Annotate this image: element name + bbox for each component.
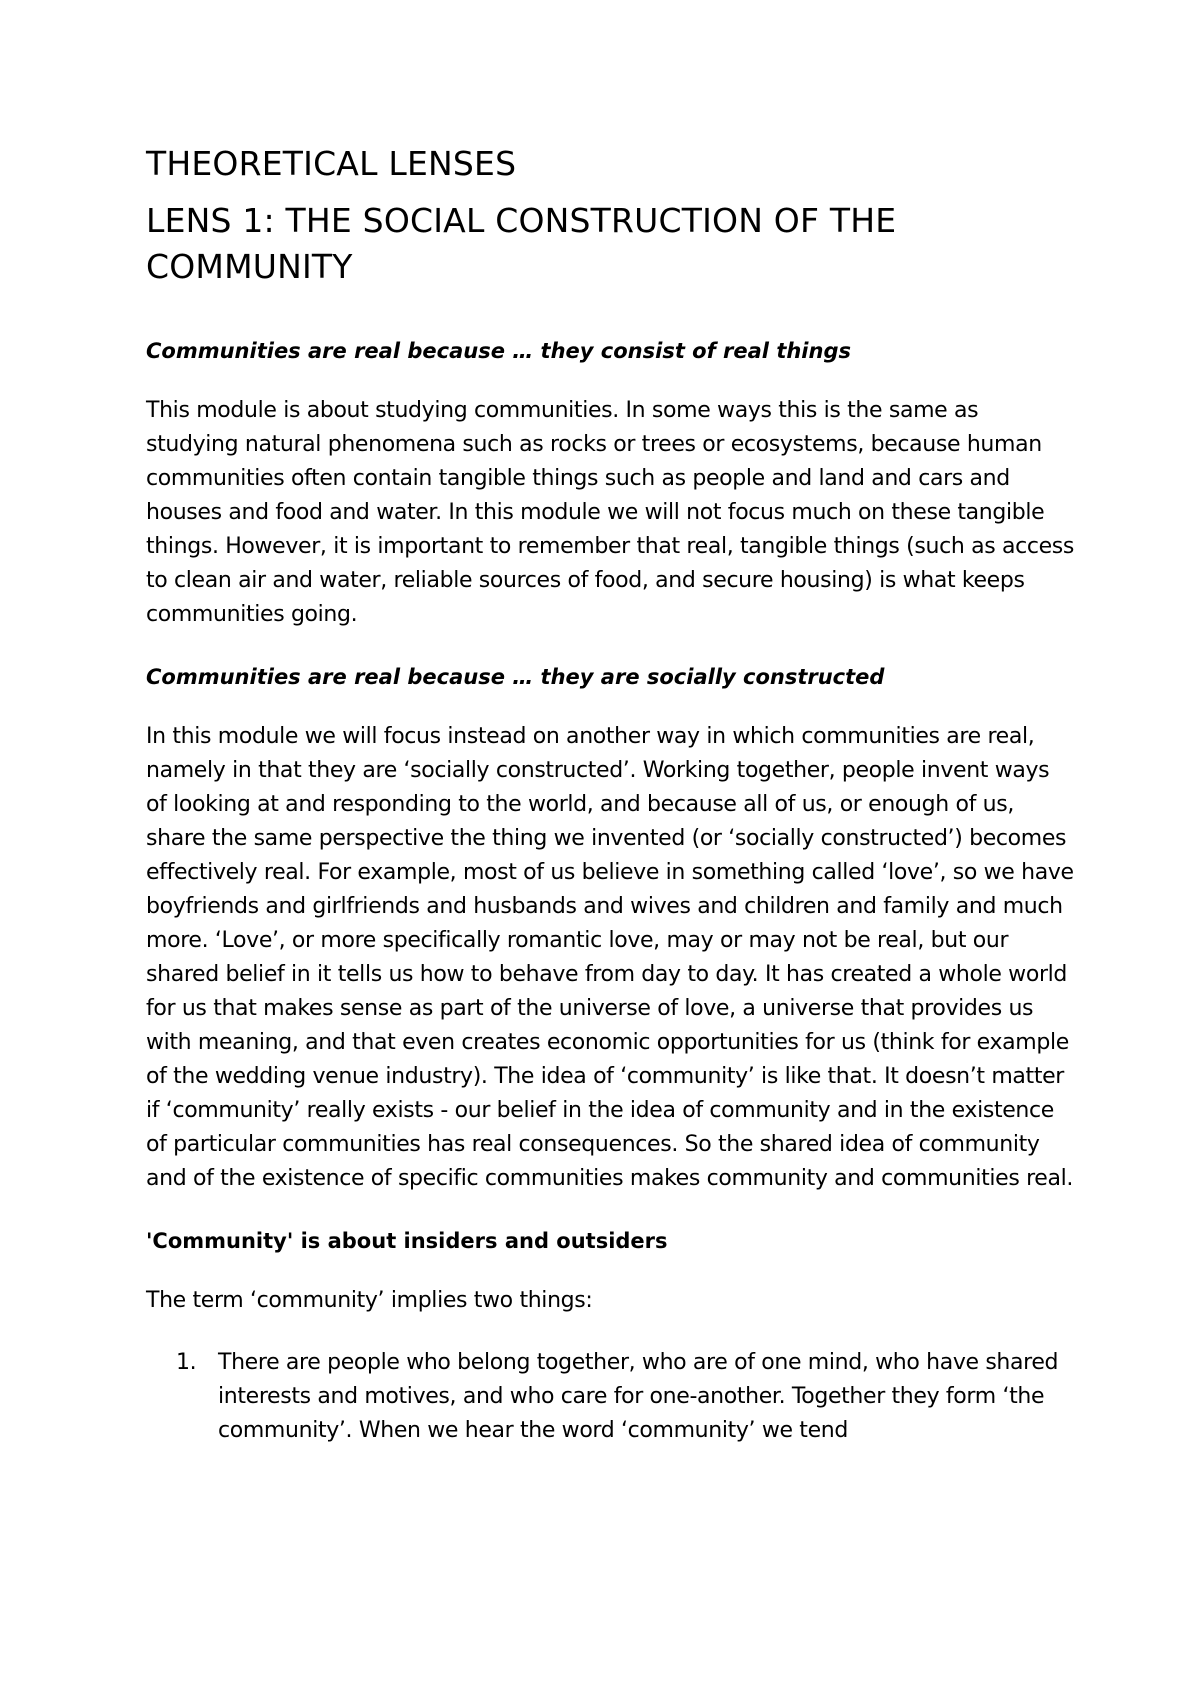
document-body xyxy=(146,142,1076,1448)
section-paragraph: In this module we will focus instead on another way in which communities are real, namely in that they are ‘socially constructed’. Working together, people invent ways of looking at and responding to the world, and because all of us, or enough of us, share the same perspective the thing we invented (or ‘socially constructed’) becomes effectively real. For example, most of us believe in something called ‘love’, so we have boyfriends and girlfriends and husbands and wives and children and family and much more. ‘Love’, or more specifically romantic love, may or may not be real, but our shared belief in it tells us how to behave from day to day. It has created a whole world for us that makes sense as part of the universe of love, a universe that provides us with meaning, and that even creates economic opportunities for us (think for example of the wedding venue industry). The idea of ‘community’ is like that. It doesn’t matter if ‘community’ really exists - our belief in the idea of community and in the existence of particular communities has real consequences. So the shared idea of community and of the existence of specific communities makes community and communities real. xyxy=(146,724,1074,1191)
section-insiders-outsiders xyxy=(146,1224,1076,1448)
list-item-text: There are people who belong together, who are of one mind, who have shared interests and motives, and who care for one-another. Together they form ‘the community’. When we hear the word ‘community’ we tend xyxy=(218,1350,1059,1443)
lens-title: LENS 1: THE SOCIAL CONSTRUCTION OF THE COMMUNITY xyxy=(146,201,897,286)
list-item xyxy=(146,1346,1076,1448)
section-socially-constructed xyxy=(146,660,1076,1196)
section-heading: 'Community' is about insiders and outsiders xyxy=(146,1229,668,1253)
section-heading: Communities are real because … they are socially constructed xyxy=(146,665,885,689)
section-real-things xyxy=(146,334,1076,632)
document-title: THEORETICAL LENSES xyxy=(146,144,517,183)
section-paragraph: The term ‘community’ implies two things: xyxy=(146,1288,593,1313)
section-paragraph: This module is about studying communities. In some ways this is the same as studying natural phenomena such as rocks or trees or ecosystems, because human communities often contain tangible things such as people and land and cars and houses and food and water. In this module we will not focus much on these tangible things. However, it is important to remember that real, tangible things (such as access to clean air and water, reliable sources of food, and secure housing) is what keeps communities going. xyxy=(146,398,1075,627)
list-item-number: 1. xyxy=(176,1350,197,1375)
numbered-list xyxy=(146,1346,1076,1448)
section-heading: Communities are real because … they consist of real things xyxy=(146,339,851,363)
